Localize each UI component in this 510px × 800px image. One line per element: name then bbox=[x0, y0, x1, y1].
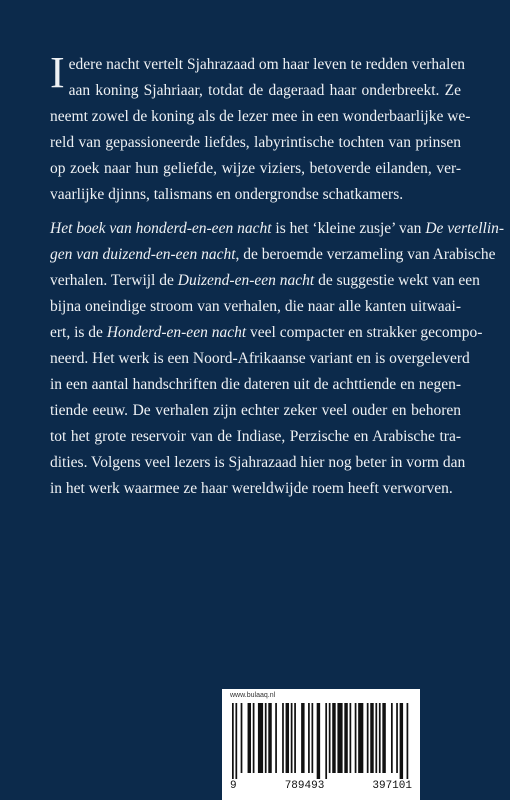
barcode-bar bbox=[344, 703, 347, 773]
text-run: is het ‘kleine zusje’ van bbox=[271, 220, 426, 237]
isbn-digit-group: 789493 bbox=[284, 780, 325, 792]
text-line: in een aantal handschriften die dateren uit de achttiende en negen- bbox=[50, 376, 461, 393]
barcode-bar bbox=[382, 703, 385, 773]
barcode-bar bbox=[325, 703, 327, 779]
barcode-bar bbox=[282, 703, 284, 773]
barcode-bar bbox=[367, 703, 369, 773]
book-title: Het boek van honderd-en-een nacht bbox=[50, 220, 272, 237]
blurb-paragraph-1 bbox=[50, 48, 471, 208]
isbn-barcode bbox=[222, 689, 420, 800]
barcode-bar bbox=[396, 703, 398, 773]
barcode-bar bbox=[375, 703, 377, 773]
barcode-bar bbox=[370, 703, 373, 773]
blurb-paragraph-2 bbox=[50, 216, 505, 502]
publisher-url: www.bulaaq.nl bbox=[230, 692, 276, 699]
text-line: edere nacht vertelt Sjahrazaad om haar leven te redden verhalen bbox=[68, 56, 465, 73]
barcode-bar bbox=[329, 703, 331, 773]
text-line: reld van gepassioneerde liefdes, labyrintische tochten van prinsen bbox=[50, 134, 461, 151]
barcode-bars bbox=[232, 703, 410, 779]
text-line: aan koning Sjahriaar, totdat de dageraad haar onderbreekt. Ze bbox=[68, 82, 461, 99]
barcode-bar bbox=[400, 703, 403, 779]
barcode-bar bbox=[241, 703, 243, 773]
barcode-bar bbox=[248, 703, 251, 773]
book-title: Duizend-en-een nacht bbox=[177, 272, 315, 289]
barcode-bar bbox=[337, 703, 342, 773]
book-title: De vertellin- bbox=[425, 220, 505, 237]
barcode-bar bbox=[275, 703, 277, 773]
text-line: vaarlijke djinns, talismans en ondergrondse schatkamers. bbox=[50, 186, 404, 203]
text-run: de suggestie wekt van een bbox=[314, 272, 480, 289]
barcode-bar bbox=[407, 703, 409, 779]
text-line bbox=[50, 242, 496, 268]
barcode-bar bbox=[355, 703, 357, 773]
barcode-bar bbox=[286, 703, 289, 773]
text-line: in het werk waarmee ze haar wereldwijde roem heeft verworven. bbox=[50, 480, 453, 497]
text-line: dities. Volgens veel lezers is Sjahrazaad hier nog beter in vorm dan bbox=[50, 454, 466, 471]
barcode-bar bbox=[308, 703, 310, 773]
text-run: ert, is de bbox=[50, 324, 107, 341]
text-line: neemt zowel de koning als de lezer mee in een wonderbaarlijke we- bbox=[50, 108, 471, 125]
text-line bbox=[50, 216, 505, 242]
barcode-bar bbox=[232, 703, 234, 779]
barcode-bar bbox=[311, 703, 313, 773]
text-line: op zoek naar hun geliefde, wijze viziers, betoverde eilanden, ver- bbox=[50, 160, 461, 177]
isbn-digit-group: 397101 bbox=[372, 780, 412, 792]
text-run: verhalen. Terwijl de bbox=[50, 272, 178, 289]
barcode-bar bbox=[301, 703, 304, 773]
text-run: veel compacter en strakker gecompo- bbox=[246, 324, 483, 341]
text-run: , de beroemde verzameling van Arabische bbox=[235, 246, 496, 263]
barcode-bar bbox=[258, 703, 263, 773]
barcode-bar bbox=[291, 703, 293, 773]
text-line bbox=[50, 320, 483, 346]
barcode-bar bbox=[391, 703, 393, 773]
isbn-number bbox=[230, 780, 412, 792]
barcode-bar bbox=[268, 703, 271, 773]
barcode-bar bbox=[379, 703, 381, 773]
barcode-bar bbox=[350, 703, 352, 773]
barcode-bar bbox=[317, 703, 320, 779]
isbn-digit-group: 9 bbox=[230, 780, 237, 792]
text-line: tiende eeuw. De verhalen zijn echter zeker veel ouder en behoren bbox=[50, 402, 461, 419]
barcode-bar bbox=[235, 703, 237, 779]
barcode-bar bbox=[294, 703, 296, 773]
text-line: tot het grote reservoir van de Indiase, Perzische en Arabische tra- bbox=[50, 428, 461, 445]
barcode-bar bbox=[265, 703, 267, 773]
barcode-bar bbox=[358, 703, 363, 773]
text-line bbox=[50, 268, 480, 294]
text-line: bijna oneindige stroom van verhalen, die naar alle kanten uitwaai- bbox=[50, 298, 461, 315]
text-line: neerd. Het werk is een Noord-Afrikaanse variant en is overgeleverd bbox=[50, 350, 470, 367]
book-title: gen van duizend-en-een nacht bbox=[50, 246, 236, 263]
book-title: Honderd-en-een nacht bbox=[106, 324, 247, 341]
drop-cap: I bbox=[50, 48, 65, 97]
barcode-bar bbox=[332, 703, 335, 773]
barcode-bar bbox=[253, 703, 255, 773]
